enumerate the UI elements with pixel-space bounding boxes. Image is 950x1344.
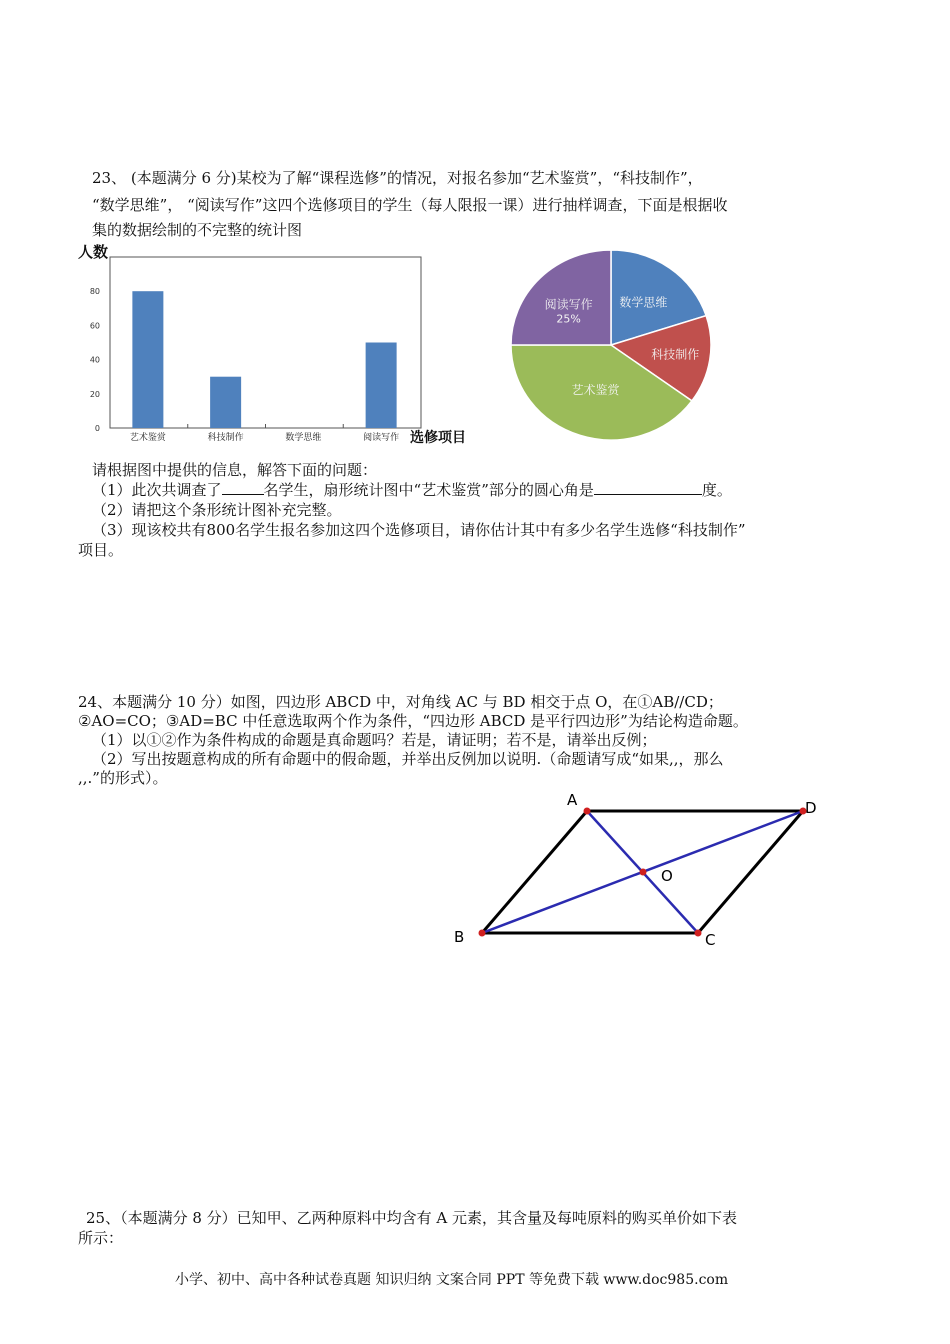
point-O bbox=[640, 869, 647, 876]
quadrilateral-figure bbox=[445, 790, 835, 955]
label-D: D bbox=[805, 799, 817, 817]
q23-part3-b: 项目。 bbox=[78, 541, 124, 559]
label-A: A bbox=[567, 791, 578, 809]
pie-label: 阅读写作 bbox=[544, 297, 593, 312]
bar-ylabel: 人数 bbox=[78, 243, 109, 261]
bar-ytick-label: 60 bbox=[89, 321, 100, 331]
q24-line2: ②AO=CO；③AD=BC 中任意选取两个作为条件，“四边形 ABCD 是平行四边形”为结论构造命题。 bbox=[78, 712, 748, 730]
q23-part1-c: 度。 bbox=[701, 481, 732, 499]
q24-line5: ,,.”的形式）。 bbox=[78, 769, 168, 787]
bar-ytick-label: 80 bbox=[89, 287, 100, 297]
bar-ytick-label: 20 bbox=[89, 389, 100, 399]
bar-1 bbox=[132, 291, 163, 428]
q23-part1-a: （1）此次共调查了 bbox=[92, 481, 222, 499]
bar-4 bbox=[366, 343, 397, 429]
label-C: C bbox=[705, 931, 716, 949]
side-AB bbox=[482, 811, 587, 933]
q24-line3: （1）以①②作为条件构成的命题是真命题吗？若是，请证明；若不是，请举出反例； bbox=[92, 731, 657, 749]
label-B: B bbox=[454, 928, 465, 946]
q23-part1-b: 名学生，扇形统计图中“艺术鉴赏”部分的圆心角是 bbox=[263, 481, 594, 499]
pie-label: 科技制作 bbox=[651, 347, 700, 362]
point-B bbox=[479, 930, 486, 937]
bar-xlabel: 选修项目 bbox=[410, 430, 466, 446]
q24-line4: （2）写出按题意构成的所有命题中的假命题，并举出反例加以说明.（命题请写成“如果,,，那么 bbox=[92, 750, 724, 768]
pie-label: 艺术鉴赏 bbox=[571, 383, 620, 398]
q23-part3-a: （3）现该校共有800名学生报名参加这四个选修项目，请你估计其中有多少名学生选修“科技制作” bbox=[92, 521, 746, 539]
pie-chart bbox=[505, 250, 725, 455]
point-C bbox=[695, 930, 702, 937]
q23-part2: （2）请把这个条形统计图补充完整。 bbox=[92, 501, 342, 519]
q23-line3: 集的数据绘制的不完整的统计图 bbox=[92, 221, 303, 239]
bar-xtick-label: 阅读写作 bbox=[363, 433, 400, 443]
bar-xtick-label: 艺术鉴赏 bbox=[129, 433, 166, 443]
q23-intro: 请根据图中提供的信息，解答下面的问题： bbox=[92, 461, 378, 479]
q23-part1 bbox=[92, 480, 732, 500]
q23-line2: “数学思维”， “阅读写作”这四个选修项目的学生（每人限报一课）进行抽样调查，下面是根据收 bbox=[92, 196, 728, 214]
bar-2 bbox=[210, 377, 241, 428]
point-A bbox=[584, 808, 591, 815]
page-footer: 小学、初中、高中各种试卷真题 知识归纳 文案合同 PPT 等免费下载 www.doc985.com bbox=[175, 1272, 729, 1288]
q24-line1: 24、本题满分 10 分）如图，四边形 ABCD 中，对角线 AC 与 BD 相交于点 O，在①AB//CD； bbox=[78, 693, 723, 711]
bar-chart bbox=[70, 240, 490, 450]
side-CD bbox=[698, 811, 803, 933]
bar-ytick-label: 40 bbox=[89, 355, 100, 365]
q25-line1: 25、（本题满分 8 分）已知甲、乙两种原料中均含有 A 元素，其含量及每吨原料的购买单价如下表 bbox=[86, 1209, 738, 1227]
bar-ytick-label: 0 bbox=[94, 424, 100, 433]
answer-blank-count[interactable] bbox=[222, 480, 264, 495]
bar-xtick-label: 数学思维 bbox=[285, 433, 322, 443]
label-O: O bbox=[661, 867, 673, 885]
q23-line1: 23、 (本题满分 6 分)某校为了解“课程选修”的情况，对报名参加“艺术鉴赏”，“科技制作”， bbox=[92, 169, 703, 187]
pie-label: 数学思维 bbox=[619, 295, 668, 310]
q25-line2: 所示： bbox=[78, 1229, 124, 1247]
pie-percent-label: 25% bbox=[556, 312, 581, 326]
answer-blank-angle[interactable] bbox=[594, 480, 702, 495]
bar-xtick-label: 科技制作 bbox=[207, 433, 244, 443]
